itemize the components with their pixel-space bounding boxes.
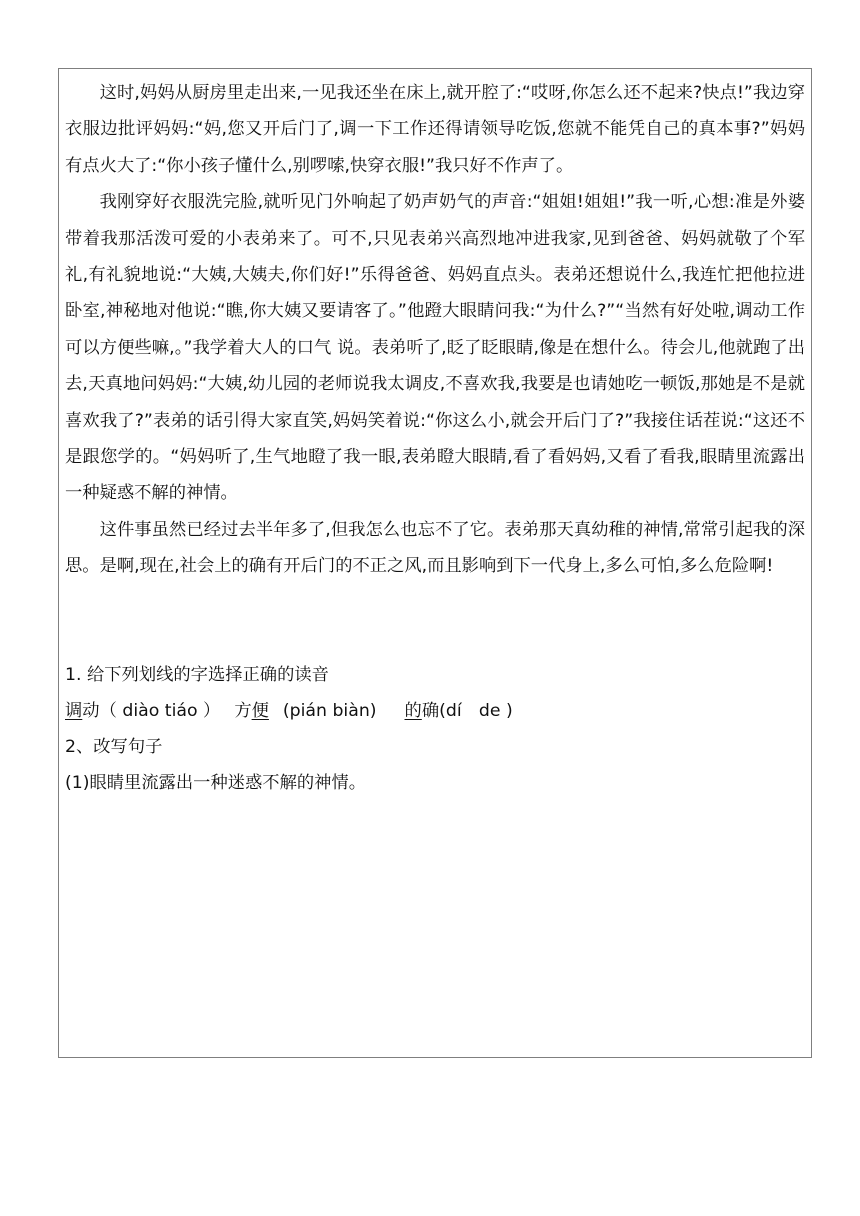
word-rest: 确 xyxy=(421,700,440,721)
passage-paragraph-2: 我刚穿好衣服洗完脸,就听见门外响起了奶声奶气的声音:“姐姐!姐姐!”我一听,心想:准是外婆带着我那活泼可爱的小表弟来了。可不,只见表弟兴高烈地冲进我家,见到爸爸、妈妈就敬了个军礼,有礼貌地说:“大姨,大姨夫,你们好!”乐得爸爸、妈妈直点头。表弟还想说什么,我连忙把他拉进卧室,神秘地对他说:“瞧,你大姨又要请客了。”他蹬大眼睛问我:“为什么?”“当然有好处啦,调动工作可以方便些嘛,。”我学着大人的口气 说。表弟听了,眨了眨眼睛,像是在想什么。待会儿,他就跑了出去,天真地问妈妈:“大姨,幼儿园的老师说我太调皮,不喜欢我,我要是也请她吃一顿饭,那她是不是就喜欢我了?”表弟的话引得大家直笑,妈妈笑着说:“你这么小,就会开后门了?”我接住话茬说:“这还不是跟您学的。“妈妈听了,生气地瞪了我一眼,表弟瞪大眼睛,看了看妈妈,又看了看我,眼睛里流露出一种疑惑不解的神情。 xyxy=(65,192,805,504)
word-rest: 动 xyxy=(82,700,100,721)
underlined-char: 调 xyxy=(65,700,83,721)
underlined-char: 的 xyxy=(404,700,422,721)
pinyin-options: （ diào tiáo ） xyxy=(99,700,221,721)
question-2-item-1: (1)眼睛里流露出一种迷惑不解的神情。 xyxy=(65,772,366,793)
question-1-title: 1. 给下列划线的字选择正确的读音 xyxy=(65,664,329,685)
passage-paragraph-3: 这件事虽然已经过去半年多了,但我怎么也忘不了它。表弟那天真幼稚的神情,常常引起我的深思。是啊,现在,社会上的确有开后门的不正之风,而且影响到下一代身上,多么可怕,多么危险啊! xyxy=(65,519,805,577)
pinyin-options: (pián biàn) xyxy=(282,700,377,721)
document-content xyxy=(65,75,805,801)
pinyin-options: (dí de ) xyxy=(439,700,513,721)
passage-paragraph-1: 这时,妈妈从厨房里走出来,一见我还坐在床上,就开腔了:“哎呀,你怎么还不起来?快点!”我边穿衣服边批评妈妈:“妈,您又开后门了,调一下工作还得请领导吃饭,您就不能凭自己的真本事?”妈妈有点火大了:“你小孩子懂什么,别啰嗦,快穿衣服!”我只好不作声了。 xyxy=(65,83,805,176)
spacer xyxy=(65,585,805,657)
document-frame xyxy=(58,68,812,1058)
question-2-title: 2、改写句子 xyxy=(65,736,163,757)
word-prefix: 方 xyxy=(234,700,252,721)
underlined-char: 便 xyxy=(251,700,269,721)
question-1-items xyxy=(65,693,805,729)
